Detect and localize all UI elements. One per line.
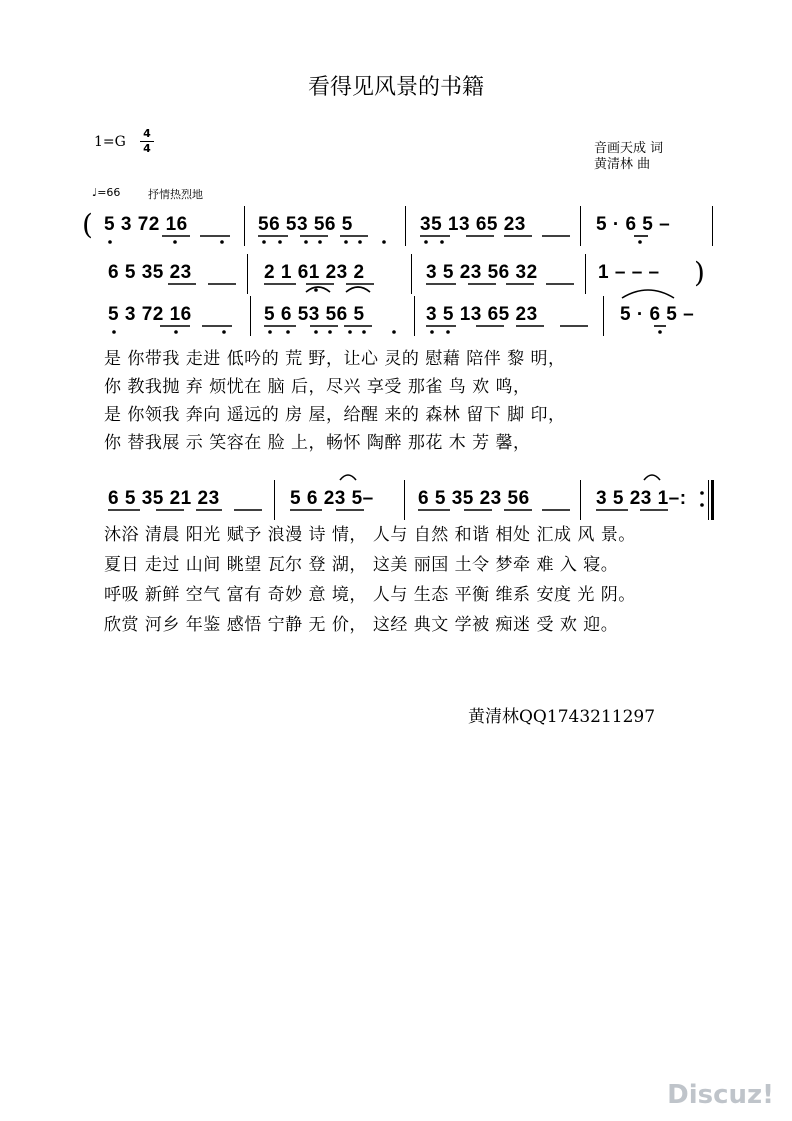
- verse-a-lyric-2: 你 教我抛 弃 烦忧在 脑 后，尽兴 享受 那雀 鸟 欢 鸣，: [104, 377, 531, 397]
- lower-octave-dot: [318, 240, 322, 244]
- intro-open-paren: (: [82, 208, 93, 241]
- row4-measure2: 5 6 23 5–: [290, 488, 374, 509]
- row2-measure4: 1 – – –: [598, 262, 660, 283]
- time-signature-bottom: 4: [143, 142, 151, 155]
- tie-arc: [622, 290, 674, 298]
- lower-octave-dot: [314, 330, 318, 334]
- tie-arc: [306, 287, 330, 292]
- lower-octave-dot: [112, 330, 116, 334]
- lower-octave-dot: [108, 240, 112, 244]
- lower-octave-dot: [440, 240, 444, 244]
- repeat-dot: [700, 491, 704, 495]
- time-signature-top: 4: [143, 127, 151, 140]
- row2-measure3: 3 5 23 56 32: [426, 262, 538, 283]
- tie-arc: [346, 287, 370, 292]
- verse-b-lyric-1: 沐浴 清晨 阳光 赋予 浪漫 诗 情， 人与 自然 和谐 相处 汇成 风 景。: [104, 525, 636, 545]
- score-title: 看得见风景的书籍: [307, 75, 484, 100]
- lower-octave-dot: [268, 330, 272, 334]
- row1-measure1: 5 3 72 16: [104, 214, 188, 235]
- lower-octave-dot: [344, 240, 348, 244]
- lower-octave-dot: [348, 330, 352, 334]
- lower-octave-dot: [220, 240, 224, 244]
- lower-octave-dot: [328, 330, 332, 334]
- row3-measure3: 3 5 13 65 23: [426, 304, 538, 325]
- composer-credit: 黄清林 曲: [594, 157, 651, 172]
- row1-measure2: 56 53 56 5: [258, 214, 353, 235]
- key-signature: 1=G: [94, 134, 126, 150]
- tie-arc: [340, 475, 356, 480]
- row2-measure1: 6 5 35 23: [108, 262, 192, 283]
- lower-octave-dot: [638, 240, 642, 244]
- lower-octave-dot: [382, 240, 386, 244]
- row2-measure2: 2 1 61 23 2: [264, 262, 365, 283]
- row4-measure1: 6 5 35 21 23: [108, 488, 220, 509]
- lower-octave-dot: [446, 330, 450, 334]
- lower-octave-dot: [174, 330, 178, 334]
- lower-octave-dot: [278, 240, 282, 244]
- arranger-signature: 黄清林QQ1743211297: [468, 707, 656, 727]
- row1-measure4: 5 · 6 5 –: [596, 214, 671, 235]
- row1-measure3: 35 13 65 23: [420, 214, 526, 235]
- row3-measure1: 5 3 72 16: [108, 304, 192, 325]
- verse-a-lyric-1: 是 你带我 走进 低吟的 荒 野，让心 灵的 慰藉 陪伴 黎 明，: [104, 349, 566, 369]
- lower-octave-dot: [392, 330, 396, 334]
- lower-octave-dot: [222, 330, 226, 334]
- verse-b-lyric-3: 呼吸 新鲜 空气 富有 奇妙 意 境， 人与 生态 平衡 维系 安度 光 阴。: [104, 585, 636, 605]
- lower-octave-dot: [658, 330, 662, 334]
- tempo-marking: ♩=66: [92, 186, 121, 199]
- lower-octave-dot: [314, 288, 318, 292]
- verse-b-lyric-4: 欣赏 河乡 年鉴 感悟 宁静 无 价， 这经 典文 学被 痴迷 受 欢 迎。: [104, 615, 619, 635]
- lower-octave-dot: [262, 240, 266, 244]
- verse-a-lyric-3: 是 你领我 奔向 遥远的 房 屋，给醒 来的 森林 留下 脚 印，: [104, 405, 566, 425]
- row3-measure4: 5 · 6 5 –: [620, 304, 695, 325]
- lower-octave-dot: [362, 330, 366, 334]
- row3-measure2: 5 6 53 56 5: [264, 304, 365, 325]
- tie-arc: [644, 475, 660, 480]
- lower-octave-dot: [430, 330, 434, 334]
- lower-octave-dot: [286, 330, 290, 334]
- verse-a-lyric-4: 你 替我展 示 笑容在 脸 上，畅怀 陶醉 那花 木 芳 馨，: [104, 433, 531, 453]
- row4-measure3: 6 5 35 23 56: [418, 488, 530, 509]
- discuz-watermark: Discuz!: [667, 1080, 774, 1110]
- verse-b-lyric-2: 夏日 走过 山间 眺望 瓦尔 登 湖， 这美 丽国 土令 梦牵 难 入 寝。: [104, 555, 619, 575]
- intro-close-paren: ): [694, 256, 705, 289]
- lyricist-credit: 音画天成 词: [594, 141, 664, 156]
- lower-octave-dot: [173, 240, 177, 244]
- expression-marking: 抒情热烈地: [148, 188, 203, 201]
- lower-octave-dot: [358, 240, 362, 244]
- repeat-dot: [700, 503, 704, 507]
- lower-octave-dot: [424, 240, 428, 244]
- row4-measure4: 3 5 23 1–:: [596, 488, 687, 509]
- lower-octave-dot: [304, 240, 308, 244]
